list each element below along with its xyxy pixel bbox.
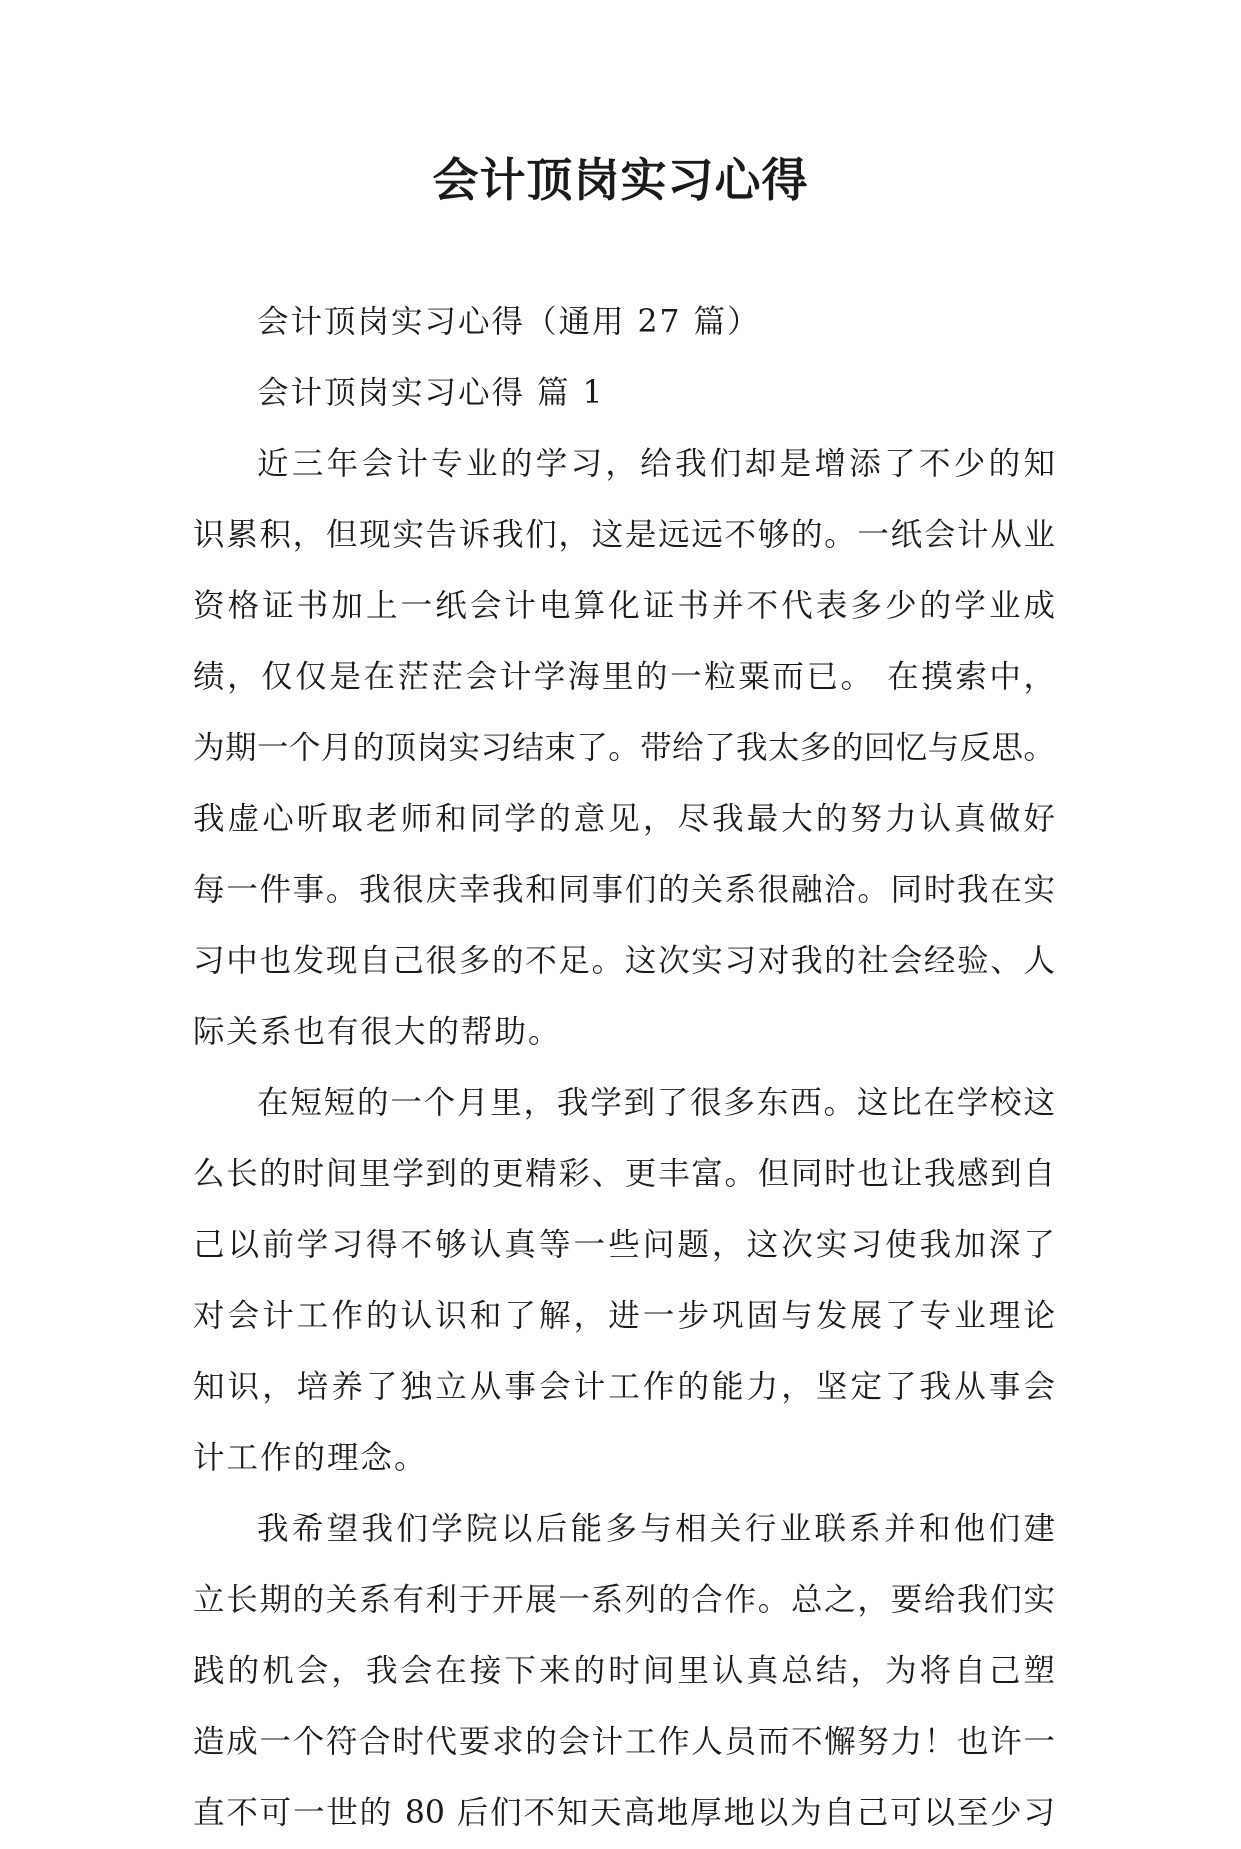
paragraph-line: 绩，仅仅是在茫茫会计学海里的一粒粟而已。 在摸索中， — [193, 659, 1055, 695]
paragraph-line: 资格证书加上一纸会计电算化证书并不代表多少的学业成 — [193, 588, 1055, 624]
paragraph-line: 对会计工作的认识和了解，进一步巩固与发展了专业理论 — [193, 1298, 1055, 1334]
paragraph-line: 己以前学习得不够认真等一些问题，这次实习使我加深了 — [193, 1227, 1055, 1263]
paragraph-line: 立长期的关系有利于开展一系列的合作。总之，要给我们实 — [193, 1582, 1055, 1618]
paragraph-line: 习中也发现自己很多的不足。这次实习对我的社会经验、人 — [193, 943, 1055, 979]
paragraph-line: 践的机会，我会在接下来的时间里认真总结，为将自己塑 — [193, 1653, 1055, 1689]
paragraph-line: 近三年会计专业的学习，给我们却是增添了不少的知 — [257, 446, 1055, 482]
paragraph-line: 么长的时间里学到的更精彩、更丰富。但同时也让我感到自 — [193, 1156, 1055, 1192]
section-heading: 会计顶岗实习心得 篇 1 — [257, 375, 605, 411]
paragraph-line: 为期一个月的顶岗实习结束了。带给了我太多的回忆与反思。 — [193, 730, 1055, 766]
paragraph-line: 造成一个符合时代要求的会计工作人员而不懈努力！也许一 — [193, 1724, 1055, 1760]
subtitle-line: 会计顶岗实习心得（通用 27 篇） — [257, 304, 761, 340]
paragraph-line: 直不可一世的 80 后们不知天高地厚地以为自己可以至少习 — [193, 1795, 1055, 1831]
paragraph-line: 计工作的理念。 — [193, 1440, 428, 1476]
paragraph-line: 际关系也有很大的帮助。 — [193, 1014, 562, 1050]
paragraph-line: 我希望我们学院以后能多与相关行业联系并和他们建 — [257, 1511, 1055, 1547]
paragraph-line: 我虚心听取老师和同学的意见，尽我最大的努力认真做好 — [193, 801, 1055, 837]
paragraph-line: 在短短的一个月里，我学到了很多东西。这比在学校这 — [257, 1085, 1055, 1121]
paragraph-line: 识累积，但现实告诉我们，这是远远不够的。一纸会计从业 — [193, 517, 1055, 553]
paragraph-line: 知识，培养了独立从事会计工作的能力，坚定了我从事会 — [193, 1369, 1055, 1405]
document-title: 会计顶岗实习心得 — [432, 153, 809, 207]
paragraph-line: 每一件事。我很庆幸我和同事们的关系很融洽。同时我在实 — [193, 872, 1055, 908]
document-body — [193, 287, 1055, 1849]
